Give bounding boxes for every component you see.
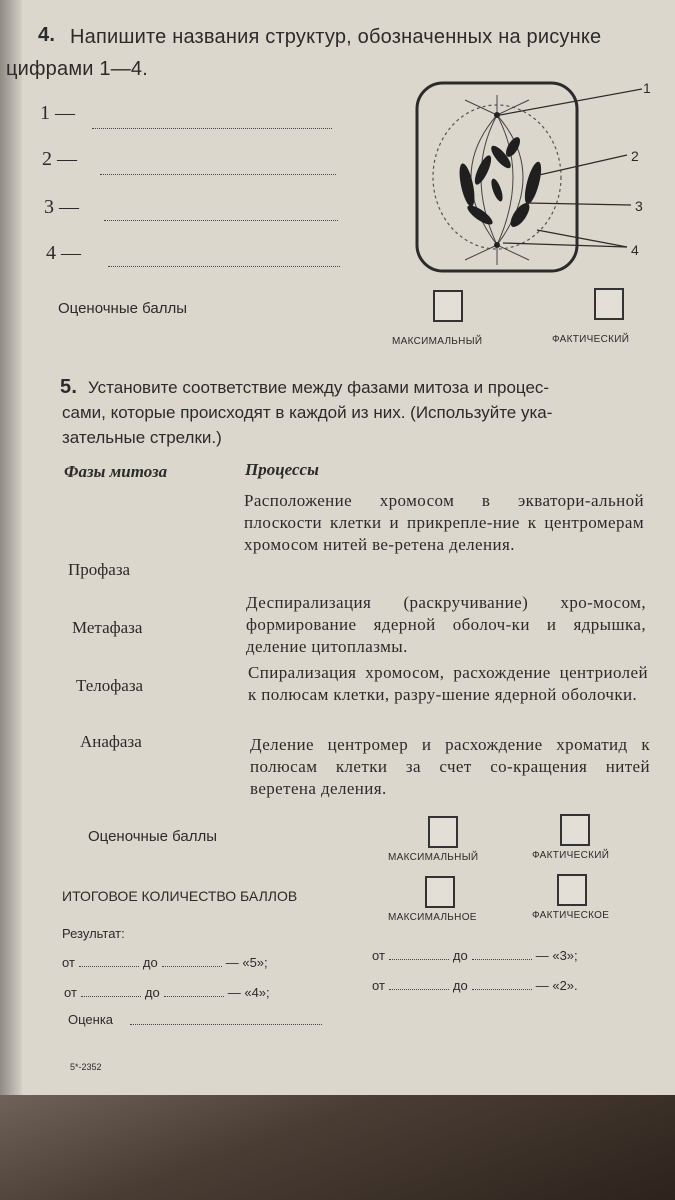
process-1[interactable]: Расположение хромосом в экватори-альной плоскости клетки и прикрепле-ние к центромерам хромосом нитей ве-ретена деления. [244,491,644,554]
to-blank[interactable] [162,956,222,967]
task4-number: 4. [38,24,56,46]
grade-2: — «2». [535,978,578,993]
phase-anaphase[interactable]: Анафаза [80,732,142,751]
chromosomes [457,135,545,230]
figure-label-3: 3 [635,198,643,214]
phase-metaphase[interactable]: Метафаза [72,618,143,637]
pointer-lines [500,89,642,247]
to-label: до [452,948,468,963]
task5-text-line3: зательные стрелки.) [62,428,222,447]
task5-score-label: Оценочные баллы [88,828,217,845]
blank-line-4[interactable] [108,266,340,267]
spindle-fibers [465,95,529,265]
mitosis-figure [405,75,670,285]
task4-box-max-caption: МАКСИМАЛЬНЫЙ [392,336,483,347]
blank-line-3[interactable] [104,220,338,221]
centriole-top [494,112,500,118]
task4-box-max[interactable] [433,290,463,322]
grade-4: — «4»; [227,985,270,1000]
blank-label-3: 3 — [44,196,79,218]
task4-box-actual[interactable] [594,288,624,320]
blank-line-1[interactable] [92,128,332,129]
grade-3: — «3»; [535,948,578,963]
from-blank[interactable] [79,956,139,967]
total-box-max-caption: МАКСИМАЛЬНОЕ [388,912,477,923]
to-blank[interactable] [164,986,224,997]
phase-telophase[interactable]: Телофаза [76,676,144,695]
figure-label-4: 4 [631,242,639,258]
from-blank[interactable] [389,949,449,960]
total-box-actual[interactable] [557,874,587,906]
to-label: до [142,955,158,970]
from-blank[interactable] [389,979,449,990]
from-blank[interactable] [81,986,141,997]
task4-box-actual-caption: ФАКТИЧЕСКИЙ [552,334,630,345]
page-fold-shadow [0,0,22,1095]
spindle-outline [433,105,561,249]
result-row-5 [62,955,268,970]
to-label: до [452,978,468,993]
blank-label-4: 4 — [46,242,81,264]
from-label: от [62,955,75,970]
to-blank[interactable] [472,979,532,990]
col-header-processes: Процессы [245,460,319,479]
task5-text-line2: сами, которые происходят в каждой из них. (Используйте ука- [62,403,553,422]
process-4[interactable]: Деление центромер и расхождение хроматид к полюсам клетки за счет со-кращения нитей веретена деления. [250,735,650,798]
task5-box-actual[interactable] [560,814,590,846]
figure-label-2: 2 [631,148,639,164]
result-row-3 [372,948,578,963]
task5-number: 5. [60,376,78,398]
grade-blank[interactable] [130,1024,322,1025]
task4-text-line2: цифрами 1—4. [6,58,149,80]
task4-text-line1: Напишите названия структур, обозначенных на рисунке [70,26,602,48]
result-row-2 [372,978,578,993]
process-2[interactable]: Деспирализация (раскручивание) хро-мосом, формирование ядерной оболоч-ки и ядрышка, деление цитоплазмы. [246,593,646,656]
col-header-phases: Фазы митоза [64,462,168,481]
blank-label-1: 1 — [40,102,75,124]
process-3[interactable]: Спирализация хромосом, расхождение центриолей к полюсам клетки, разру-шение ядерной оболочки. [248,663,648,704]
footer-code: 5*-2352 [70,1062,102,1072]
total-box-max[interactable] [425,876,455,908]
to-label: до [144,985,160,1000]
task5-box-max[interactable] [428,816,458,848]
grade-label: Оценка [68,1012,114,1027]
phase-prophase[interactable]: Профаза [68,560,131,579]
task5-box-max-caption: МАКСИМАЛЬНЫЙ [388,852,479,863]
from-label: от [64,985,77,1000]
task4-score-label: Оценочные баллы [58,300,187,317]
task5-text-line1: Установите соответствие между фазами митоза и процес- [88,378,550,397]
from-label: от [372,978,385,993]
blank-line-2[interactable] [100,174,336,175]
to-blank[interactable] [472,949,532,960]
blank-label-2: 2 — [42,148,77,170]
result-label: Результат: [62,926,125,941]
figure-label-1: 1 [643,80,651,96]
grade-5: — «5»; [225,955,268,970]
task5-box-actual-caption: ФАКТИЧЕСКИЙ [532,850,610,861]
background-surface [0,1095,675,1200]
result-row-4 [64,985,270,1000]
from-label: от [372,948,385,963]
total-label: ИТОГОВОЕ КОЛИЧЕСТВО БАЛЛОВ [62,888,298,904]
total-box-actual-caption: ФАКТИЧЕСКОЕ [532,910,610,921]
centriole-bottom [494,242,500,248]
